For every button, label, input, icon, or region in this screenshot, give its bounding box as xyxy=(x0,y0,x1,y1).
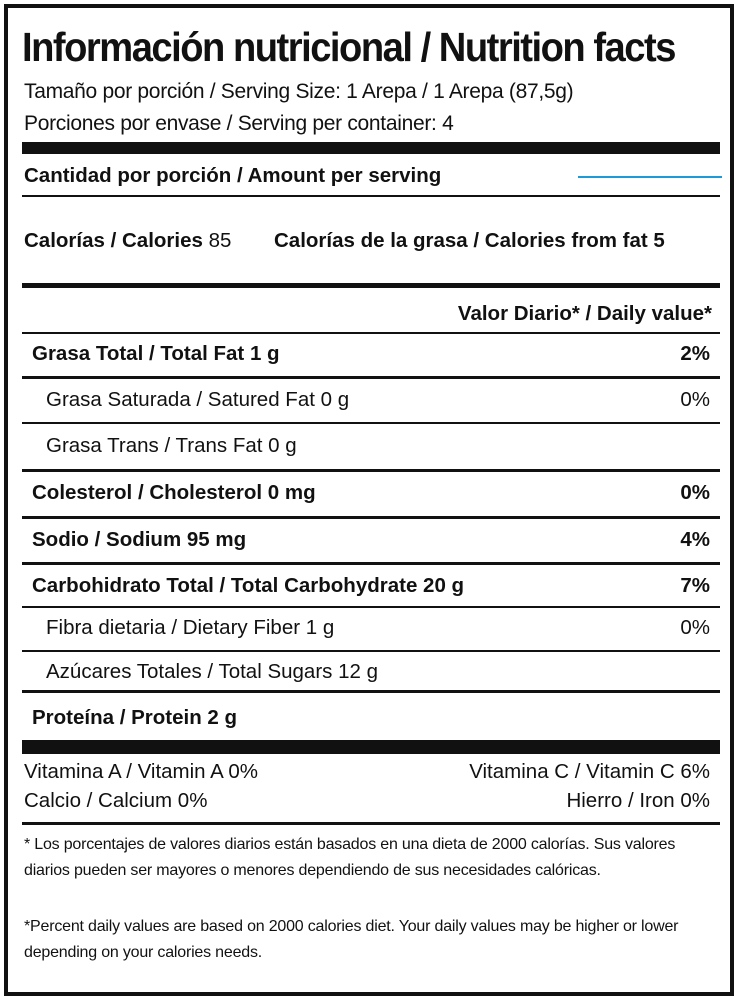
sodium-dv: 4% xyxy=(680,528,710,551)
sodium-label: Sodio / Sodium 95 mg xyxy=(32,528,247,551)
servings-per-container: Porciones por envase / Serving per container: 4 xyxy=(24,112,454,135)
calories-row xyxy=(24,229,231,253)
total-sugars-label: Azúcares Totales / Total Sugars 12 g xyxy=(46,660,378,683)
footnote-spanish: * Los porcentajes de valores diarios están basados en una dieta de 2000 calorías. Sus valores diarios pueden ser mayores o menores dependiendo de sus necesidades calóricas. xyxy=(24,836,676,879)
divider-row-5 xyxy=(22,606,720,608)
calories-value: 85 xyxy=(208,229,232,252)
divider-footnote xyxy=(22,822,720,825)
calories-from-fat-value: 5 xyxy=(653,229,665,252)
cholesterol-label: Colesterol / Cholesterol 0 mg xyxy=(32,481,316,504)
divider-row-7 xyxy=(22,690,720,693)
dietary-fiber-label: Fibra dietaria / Dietary Fiber 1 g xyxy=(46,616,335,639)
divider-amount xyxy=(22,195,720,197)
iron: Hierro / Iron 0% xyxy=(566,789,710,812)
footnote-english: *Percent daily values are based on 2000 calories diet. Your daily values may be higher or lower depending on your calories needs. xyxy=(24,918,679,961)
thick-divider-top xyxy=(22,142,720,154)
total-carbohydrate-dv: 7% xyxy=(680,574,710,597)
total-carbohydrate-label: Carbohidrato Total / Total Carbohydrate 20 g xyxy=(32,574,465,597)
divider-row-0 xyxy=(22,376,720,379)
dietary-fiber-dv: 0% xyxy=(680,616,710,639)
serving-size: Tamaño por porción / Serving Size: 1 Arepa / 1 Arepa (87,5g) xyxy=(24,80,574,103)
calories-label: Calorías / Calories xyxy=(24,229,203,252)
divider-row-4 xyxy=(22,562,720,565)
accent-line xyxy=(578,176,722,178)
thick-divider-vitamins xyxy=(22,740,720,754)
calcium: Calcio / Calcium 0% xyxy=(24,789,208,812)
amount-per-serving: Cantidad por porción / Amount per serving xyxy=(24,164,442,187)
divider-row-2 xyxy=(22,469,720,472)
trans-fat-label: Grasa Trans / Trans Fat 0 g xyxy=(46,434,297,457)
vitamin-a: Vitamina A / Vitamin A 0% xyxy=(24,760,258,783)
daily-value-header: Valor Diario* / Daily value* xyxy=(457,302,712,325)
divider-row-3 xyxy=(22,516,720,519)
divider-row-6 xyxy=(22,650,720,652)
divider-dv xyxy=(22,332,720,334)
divider-calories xyxy=(22,283,720,288)
divider-row-1 xyxy=(22,422,720,424)
protein-label: Proteína / Protein 2 g xyxy=(32,706,238,729)
total-fat-dv: 2% xyxy=(680,342,710,365)
cholesterol-dv: 0% xyxy=(680,481,710,504)
saturated-fat-label: Grasa Saturada / Satured Fat 0 g xyxy=(46,388,350,411)
calories-from-fat-row xyxy=(274,229,665,253)
total-fat-label: Grasa Total / Total Fat 1 g xyxy=(32,342,280,365)
vitamin-c: Vitamina C / Vitamin C 6% xyxy=(469,760,710,783)
label-title: Información nutricional / Nutrition facts xyxy=(22,24,675,70)
calories-from-fat-label: Calorías de la grasa / Calories from fat xyxy=(274,229,648,252)
saturated-fat-dv: 0% xyxy=(680,388,710,411)
